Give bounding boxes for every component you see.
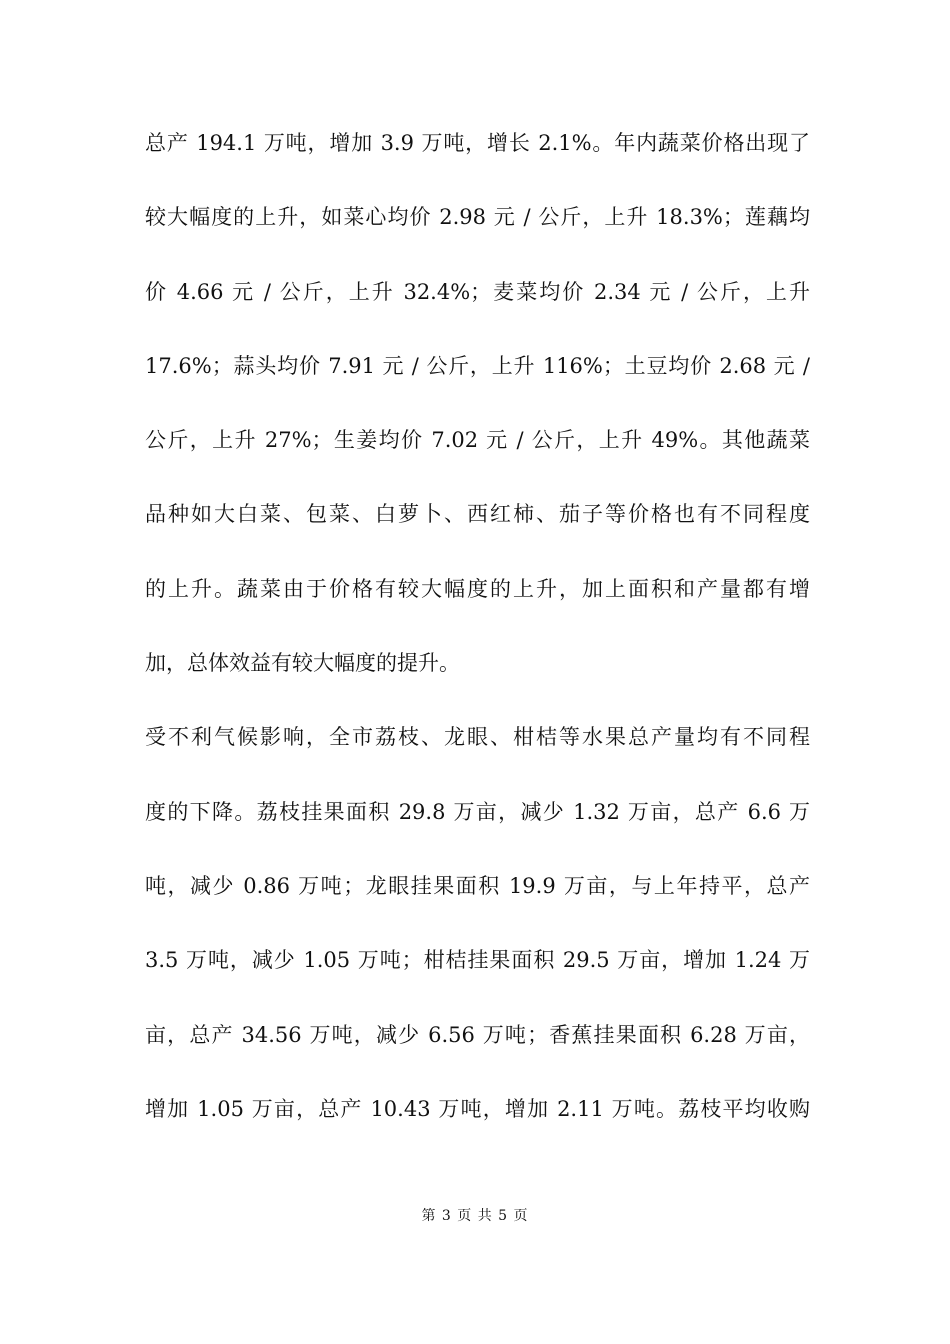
- body-text: [145, 128, 810, 1168]
- text-line-6: 品种如大白菜、包菜、白萝卜、西红柿、茄子等价格也有不同程度: [145, 502, 810, 527]
- text-line-4: 17.6%；蒜头均价 7.91 元 / 公斤，上升 116%；土豆均价 2.68 元 /: [145, 353, 810, 378]
- text-line-5: 公斤，上升 27%；生姜均价 7.02 元 / 公斤，上升 49%。其他蔬菜: [145, 428, 811, 453]
- text-line-14: 增加 1.05 万亩，总产 10.43 万吨，增加 2.11 万吨。荔枝平均收购: [145, 1096, 810, 1121]
- text-line-11: 吨，减少 0.86 万吨；龙眼挂果面积 19.9 万亩，与上年持平，总产: [145, 873, 810, 898]
- text-line-7: 的上升。蔬菜由于价格有较大幅度的上升，加上面积和产量都有增: [145, 576, 810, 601]
- text-line-1: 总产 194.1 万吨，增加 3.9 万吨，增长 2.1%。年内蔬菜价格出现了: [145, 131, 810, 155]
- text-line-9: 受不利气候影响，全市荔枝、龙眼、柑桔等水果总产量均有不同程: [145, 725, 810, 750]
- page-footer: 第 3 页 共 5 页: [421, 1208, 529, 1224]
- text-line-13: 亩，总产 34.56 万吨，减少 6.56 万吨；香蕉挂果面积 6.28 万亩，: [145, 1022, 810, 1047]
- text-line-10: 度的下降。荔枝挂果面积 29.8 万亩，减少 1.32 万亩，总产 6.6 万: [145, 799, 810, 824]
- text-line-2: 较大幅度的上升，如菜心均价 2.98 元 / 公斤，上升 18.3%；莲藕均: [145, 205, 810, 230]
- text-line-3: 价 4.66 元 / 公斤，上升 32.4%；麦菜均价 2.34 元 / 公斤，上升: [145, 279, 810, 304]
- text-line-12: 3.5 万吨，减少 1.05 万吨；柑桔挂果面积 29.5 万亩，增加 1.24 万: [145, 948, 810, 973]
- text-line-8: 加，总体效益有较大幅度的提升。: [145, 651, 460, 676]
